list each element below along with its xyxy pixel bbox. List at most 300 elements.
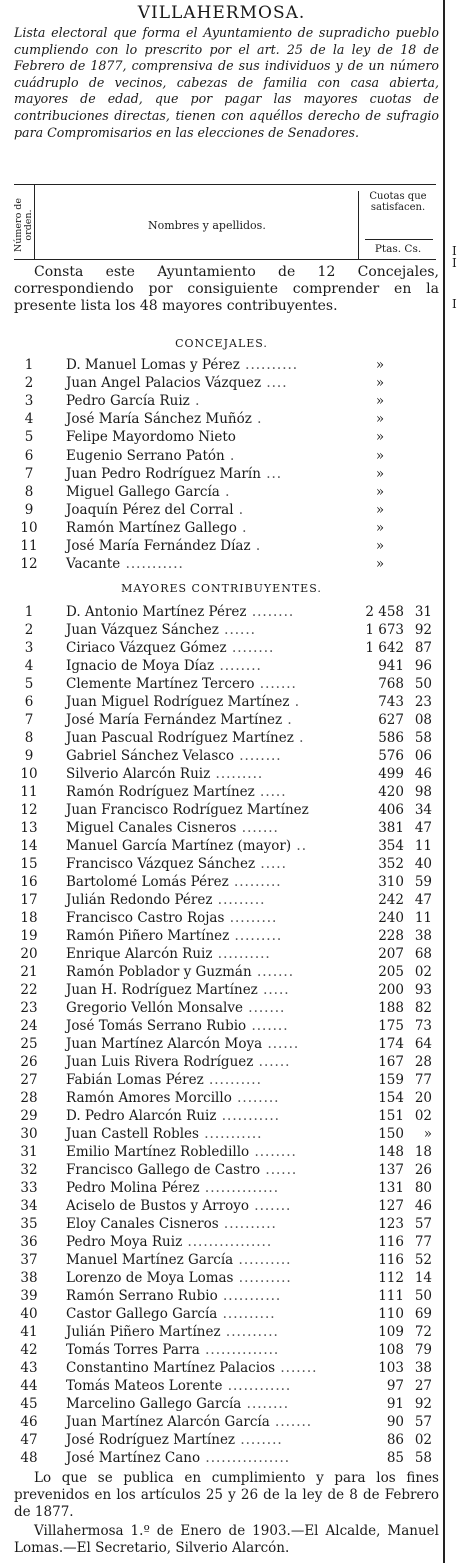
row-dots: ........... [217,1288,282,1304]
table-row [0,1161,443,1179]
row-cuota [340,729,432,747]
row-cuota [340,1305,432,1323]
row-pesetas: 86 [386,1432,404,1448]
row-dots: .............. [199,1342,280,1358]
row-number: 5 [24,429,34,446]
row-dots: ........ [214,658,262,674]
row-cuota [340,1197,432,1215]
row-cuota: » [375,465,385,482]
row-name: Emilio Martínez Robledillo ........ [66,1144,297,1160]
row-number: 1 [24,357,34,373]
row-number: 39 [20,1288,38,1304]
row-cuota: » [375,393,385,410]
row-cuota [340,1287,432,1305]
row-number: 21 [20,964,38,980]
row-centimos: 02 [414,964,432,980]
row-dots: . [282,712,293,728]
row-number: 37 [20,1252,38,1268]
table-row [0,801,443,819]
row-cuota [340,855,432,873]
row-name: José María Fernández Martínez . [66,712,293,728]
row-pesetas: 242 [378,892,404,908]
edge-fragment: I [452,297,457,311]
row-centimos: 77 [414,1234,432,1250]
row-dots: . [289,694,301,710]
row-number: 40 [20,1306,38,1322]
row-number: 14 [20,838,38,854]
row-cuota [340,873,432,891]
row-centimos: 38 [414,1360,432,1376]
table-row [0,1377,443,1395]
row-number: 6 [24,694,34,710]
row-cuota [340,693,432,711]
table-row [0,447,443,465]
row-name: Ramón Serrano Rubio ........... [66,1288,282,1304]
row-dots: ....... [236,820,279,836]
row-number: 8 [24,730,34,746]
row-pesetas: 116 [378,1234,404,1250]
row-dots: .......... [203,1072,262,1088]
row-name: Bartolomé Lomás Pérez ......... [66,874,282,890]
table-row [0,519,443,537]
row-centimos: 87 [414,640,432,656]
signature-paragraph: Villahermosa 1.º de Enero de 1903.—El Alcalde, Manuel Lomas.—El Secretario, Silverio Alarcón. [14,1523,439,1556]
row-cuota [340,1377,432,1395]
table-row [0,909,443,927]
row-name: José María Fernández Díaz . [66,538,262,554]
row-cuota [340,927,432,945]
row-dots: ........ [231,1090,280,1106]
table-row [0,819,443,837]
row-number: 20 [20,946,38,962]
row-cuota [340,945,432,963]
table-row [0,392,443,410]
row-name: Julián Piñero Martínez .......... [66,1324,279,1340]
row-centimos: 58 [414,730,432,746]
row-number: 9 [24,501,34,518]
row-cuota [340,891,432,909]
row-dots: ... [260,465,283,482]
row-number: 23 [20,1000,38,1016]
row-pesetas: 2 458 [365,604,404,620]
row-cuota [340,1395,432,1413]
table-row [0,1143,443,1161]
row-pesetas: 352 [378,856,404,872]
table-row [0,765,443,783]
page-title: VILLAHERMOSA. [137,3,306,23]
row-name: Tomás Torres Parra .............. [66,1342,280,1358]
row-centimos: 72 [414,1324,432,1340]
row-number: 28 [20,1090,38,1106]
row-pesetas: 131 [378,1180,404,1196]
row-dots: .......... [220,1324,279,1340]
row-pesetas: 499 [378,766,404,782]
row-number: 33 [20,1180,38,1196]
row-name: Manuel Martínez García .......... [66,1252,292,1268]
row-number: 12 [20,802,38,818]
row-cuota: » [375,483,385,500]
row-centimos: 18 [414,1144,432,1160]
row-cuota [340,1035,432,1053]
table-row [0,483,443,501]
table-header [14,184,436,260]
row-cuota [340,765,432,783]
table-row [0,1089,443,1107]
row-dots: .......... [239,357,299,373]
row-name: Gregorio Vellón Monsalve ....... [66,1000,286,1016]
row-pesetas: 175 [378,1018,404,1034]
row-centimos: 02 [414,1432,432,1448]
row-name: Ramón Rodríguez Martínez ..... [66,784,287,800]
row-dots: ....... [251,964,295,980]
row-name: Miguel Gallego García . [66,483,231,500]
row-name: José María Sánchez Muñóz . [66,411,263,428]
row-dots: ....... [248,1198,292,1214]
row-pesetas: 205 [378,964,404,980]
table-row [0,981,443,999]
row-cuota [340,981,432,999]
row-dots: ..... [254,784,287,800]
table-row [0,374,443,392]
row-dots: ...... [253,1054,291,1070]
row-centimos: 50 [414,1288,432,1304]
row-name: Lorenzo de Moya Lomas .......... [66,1270,292,1286]
row-cuota [340,819,432,837]
row-pesetas: 91 [386,1396,404,1412]
row-number: 29 [20,1108,38,1124]
row-name: Juan Francisco Rodríguez Martínez [66,802,309,818]
row-cuota [340,1089,432,1107]
row-centimos: 57 [414,1414,432,1430]
row-cuota [340,963,432,981]
row-name: Julián Redondo Pérez ......... [66,892,266,908]
table-row [0,1413,443,1431]
row-name: Juan Miguel Rodríguez Martínez . [66,694,301,710]
row-cuota [340,1179,432,1197]
row-dots: . [189,393,201,410]
row-pesetas: 116 [378,1252,404,1268]
row-number: 46 [20,1414,38,1430]
row-dots: .......... [217,1306,276,1322]
table-row [0,837,443,855]
row-name: Francisco Castro Rojas ......... [66,910,278,926]
row-name: Tomás Mateos Lorente ............ [66,1378,292,1394]
row-centimos: 69 [414,1306,432,1322]
row-pesetas: 743 [378,694,404,710]
row-cuota: » [375,375,385,392]
row-number: 35 [20,1216,38,1232]
table-row [0,1431,443,1449]
table-row [0,1323,443,1341]
row-pesetas: 240 [378,910,404,926]
row-cuota [340,1323,432,1341]
row-number: 48 [20,1450,38,1466]
row-pesetas: 167 [378,1054,404,1070]
row-centimos: 26 [414,1162,432,1178]
row-number: 34 [20,1198,38,1214]
row-number: 12 [20,556,38,573]
row-name: Juan Martínez Alarcón García ....... [66,1414,313,1430]
number-column-header: Número de orden. [14,185,35,259]
table-row [0,747,443,765]
table-row [0,1197,443,1215]
row-pesetas: 112 [378,1270,404,1286]
row-number: 15 [20,856,38,872]
intro-paragraph: Lista electoral que forma el Ayuntamiento de supradicho pueblo cumpliendo con lo prescrito por el art. 25 de la ley de 18 de Febrero de 1877, comprensiva de sus individuos y de un número cuádruplo de vecinos, cabezas de familia con casa abierta, mayores de edad, que por pagar las mayores cuotas de contribuciones directas, tienen con aquéllos derecho de sufragio para Compromisarios en las elecciones de Senadores. [14,25,439,140]
row-pesetas: 586 [378,730,404,746]
row-cuota [340,1053,432,1071]
row-name: Francisco Gallego de Castro ...... [66,1162,298,1178]
row-number: 26 [20,1054,38,1070]
table-row [0,945,443,963]
row-number: 19 [20,928,38,944]
table-row [0,1359,443,1377]
row-dots: .............. [199,1180,279,1196]
row-pesetas: 154 [378,1090,404,1106]
row-name: Juan Vázquez Sánchez ...... [66,622,256,638]
row-name: Juan Pascual Rodríguez Martínez . [66,730,305,746]
table-row [0,428,443,446]
row-name: Juan Angel Palacios Vázquez .... [66,375,288,392]
table-row [0,356,443,374]
row-number: 9 [24,748,34,764]
mayores-heading: MAYORES CONTRIBUYENTES. [121,582,322,595]
table-row [0,1071,443,1089]
row-number: 41 [20,1324,38,1340]
table-row [0,410,443,428]
table-row [0,555,443,573]
row-dots: ........ [233,748,282,764]
row-centimos: 57 [414,1216,432,1232]
row-name: Manuel García Martínez (mayor) .. [66,838,307,854]
row-centimos: 40 [414,856,432,872]
row-centimos: 08 [414,712,432,728]
row-centimos: 73 [414,1018,432,1034]
row-name: Castor Gallego García .......... [66,1306,276,1322]
row-dots: ....... [243,1000,286,1016]
row-dots: ......... [224,910,278,926]
row-cuota [340,657,432,675]
row-dots: ................ [200,1450,291,1466]
row-number: 13 [20,820,38,836]
row-centimos: 96 [414,658,432,674]
row-pesetas: 627 [378,712,404,728]
table-row [0,855,443,873]
row-number: 30 [20,1126,38,1142]
row-centimos: 92 [414,622,432,638]
row-name: Fabián Lomas Pérez .......... [66,1072,262,1088]
row-centimos: 77 [414,1072,432,1088]
row-dots: ................ [182,1234,273,1250]
row-number: 7 [24,465,34,482]
table-row [0,1017,443,1035]
row-name: Aciselo de Bustos y Arroyo ....... [66,1198,292,1214]
edge-fragment: I [452,256,457,270]
row-name: Eloy Canales Cisneros .......... [66,1216,277,1232]
row-cuota [340,1269,432,1287]
row-number: 11 [20,538,38,554]
row-cuota: » [375,538,385,554]
row-centimos: 11 [414,910,432,926]
row-cuota [340,675,432,693]
row-number: 4 [24,658,34,674]
row-dots: ........ [249,1144,297,1160]
row-cuota [340,1107,432,1125]
table-row [0,1395,443,1413]
row-dots: . [250,538,262,554]
row-name: Pedro García Ruiz . [66,393,201,410]
row-dots: . [236,519,248,536]
table-row [0,657,443,675]
table-row [0,729,443,747]
row-dots: ....... [246,1018,289,1034]
table-row [0,1125,443,1143]
row-dots: ........ [226,640,275,656]
row-dots: . [219,483,231,500]
row-pesetas: 354 [378,838,404,854]
row-cuota [340,747,432,765]
row-cuota [340,1143,432,1161]
table-row [0,963,443,981]
row-pesetas: 1 673 [365,622,404,638]
row-cuota [340,801,432,819]
row-dots: ....... [269,1414,313,1430]
table-row [0,639,443,657]
row-pesetas: 103 [378,1360,404,1376]
row-number: 27 [20,1072,38,1088]
row-name: Silverio Alarcón Ruiz ......... [66,766,264,782]
table-row [0,675,443,693]
row-cuota: » [375,447,385,464]
row-cuota: » [375,411,385,428]
row-number: 31 [20,1144,38,1160]
row-cuota [340,1125,432,1143]
row-pesetas: 188 [378,1000,404,1016]
row-dots: ......... [212,892,266,908]
row-number: 11 [20,784,38,800]
row-dots: ...... [260,1162,298,1178]
row-centimos: 46 [414,1198,432,1214]
row-centimos: 23 [414,694,432,710]
row-pesetas: 420 [378,784,404,800]
row-number: 7 [24,712,34,728]
row-centimos: 20 [414,1090,432,1106]
names-column-header: Nombres y apellidos. [148,219,266,232]
row-number: 10 [20,766,38,782]
row-pesetas: 151 [378,1108,404,1124]
row-dots: . [251,411,263,428]
row-dots: ......... [228,874,282,890]
row-name: Juan Pedro Rodríguez Marín ... [66,465,283,482]
row-cuota: » [375,519,385,536]
row-centimos: 59 [414,874,432,890]
row-number: 8 [24,483,34,500]
row-name: Clemente Martínez Tercero ....... [66,676,297,692]
row-number: 1 [24,604,34,620]
row-pesetas: 174 [378,1036,404,1052]
row-pesetas: 85 [386,1450,404,1466]
row-name: Ramón Martínez Gallego . [66,519,248,536]
row-name: Gabriel Sánchez Velasco ........ [66,748,282,764]
row-name: Ramón Piñero Martínez ......... [66,928,283,944]
row-centimos: 47 [414,892,432,908]
row-pesetas: 310 [378,874,404,890]
row-pesetas: 97 [386,1378,404,1394]
row-dots: ..... [257,982,290,998]
row-centimos: 64 [414,1036,432,1052]
row-cuota [340,1413,432,1431]
table-row [0,1305,443,1323]
row-cuota [340,711,432,729]
row-number: 25 [20,1036,38,1052]
row-cuota [340,1359,432,1377]
row-cuota [340,1341,432,1359]
row-number: 43 [20,1360,38,1376]
table-row [0,465,443,483]
row-number: 4 [24,411,34,428]
row-number: 22 [20,982,38,998]
row-centimos: 14 [414,1270,432,1286]
row-number: 32 [20,1162,38,1178]
row-name: Pedro Moya Ruiz ................ [66,1234,273,1250]
row-name: Joaquín Pérez del Corral . [66,501,245,518]
row-name: José Tomás Serrano Rubio ....... [66,1018,289,1034]
closing-paragraph: Lo que se publica en cumplimiento y para los fines prevenidos en los artículos 25 y 26 de la ley de 8 de Febrero de 1877. [14,1470,439,1520]
row-name: Juan H. Rodríguez Martínez ..... [66,982,290,998]
row-cuota: » [375,429,385,446]
row-centimos: 68 [414,946,432,962]
row-name: Constantino Martínez Palacios ....... [66,1360,318,1376]
row-centimos: 50 [414,676,432,692]
row-pesetas: 110 [378,1306,404,1322]
row-dots: ...... [218,622,256,638]
row-dots: ...... [262,1036,300,1052]
table-row [0,1215,443,1233]
row-name: Eugenio Serrano Patón . [66,447,236,464]
row-pesetas: 127 [378,1198,404,1214]
row-centimos: 27 [414,1378,432,1394]
row-cuota [340,999,432,1017]
row-name: Juan Luis Rivera Rodríguez ...... [66,1054,291,1070]
row-pesetas: 159 [378,1072,404,1088]
row-number: 42 [20,1342,38,1358]
row-pesetas: 576 [378,748,404,764]
row-centimos: 52 [414,1252,432,1268]
row-name: Ciriaco Vázquez Gómez ........ [66,640,275,656]
row-name: Miguel Canales Cisneros ....... [66,820,279,836]
table-row [0,783,443,801]
table-row [0,891,443,909]
table-row [0,1287,443,1305]
row-centimos: 31 [414,604,432,620]
row-number: 44 [20,1378,38,1394]
row-centimos: 11 [414,838,432,854]
row-number: 24 [20,1018,38,1034]
row-name: Juan Castell Robles ........... [66,1126,263,1142]
row-cuota [340,1017,432,1035]
row-number: 17 [20,892,38,908]
row-name: Felipe Mayordomo Nieto [66,429,236,446]
row-cuota [340,621,432,639]
row-pesetas: 941 [378,658,404,674]
row-cuota: » [375,501,385,518]
row-dots: ........ [235,1432,283,1448]
table-row [0,873,443,891]
row-centimos: 38 [414,928,432,944]
row-name: Juan Martínez Alarcón Moya ...... [66,1036,300,1052]
row-number: 10 [20,519,38,536]
row-pesetas: 111 [378,1288,404,1304]
